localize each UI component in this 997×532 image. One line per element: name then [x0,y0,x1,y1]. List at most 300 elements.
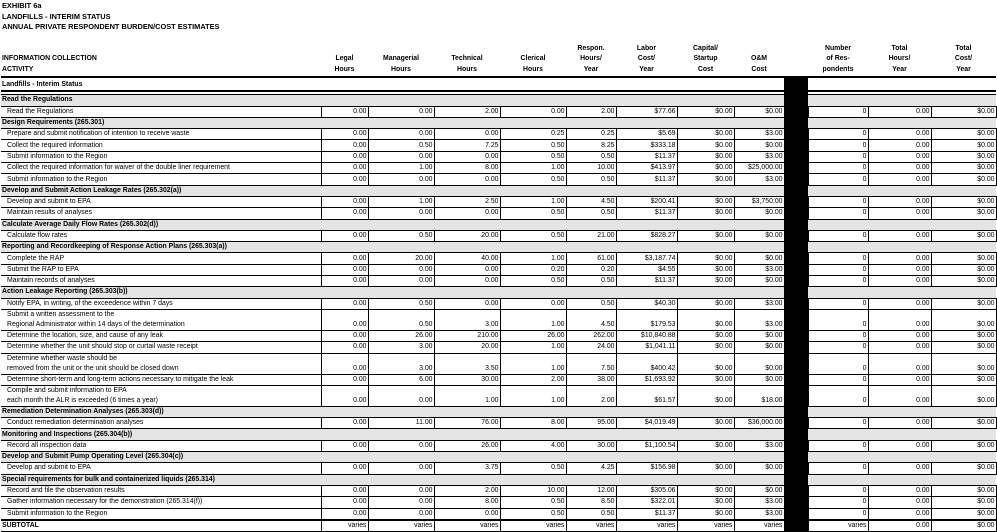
table-row [1,418,996,429]
cell-total-cost: $0.00 [931,330,996,341]
cell-om: $3.00 [734,508,784,520]
cell-total-cost: $0.00 [931,440,996,451]
cell-technical: 3.75 [434,463,500,474]
cell-respon: 21.00 [566,230,616,241]
cell-respondents: 0 [808,163,868,174]
section-header-row [1,429,996,440]
section-title: Calculate Average Daily Flow Rates (265.302(d)) [1,219,321,230]
report-title: ANNUAL PRIVATE RESPONDENT BURDEN/COST ESTIMATES [2,22,220,31]
activity-label-line: Submit information to the Region [7,175,108,183]
cell-technical: 2.50 [434,196,500,207]
cell-total-cost: $0.00 [931,298,996,309]
cell-total-hours: 0.00 [868,129,931,140]
cell-managerial: 0.00 [368,276,434,287]
cell-respondents: 0 [808,196,868,207]
black-separator-cell [784,208,808,219]
cell-capital: $0.00 [677,353,734,374]
black-separator-cell [784,508,808,520]
cell-respon: 0.50 [566,298,616,309]
cell-legal: 0.00 [321,196,368,207]
cell-total-cost: $0.00 [931,374,996,385]
cell-capital: $0.00 [677,174,734,185]
cell-total-cost: $0.00 [931,520,996,532]
section-title: Remediation Determination Analyses (265.303(d)) [1,406,321,417]
cell-labor: $305.06 [616,485,677,496]
cell-respondents: 0 [808,276,868,287]
table-row [1,253,996,264]
activity-label-line: Maintain records of analyses [7,277,95,285]
cell-managerial: 0.50 [368,230,434,241]
cell-om: $3.00 [734,151,784,162]
cell-managerial: 0.50 [368,140,434,151]
cell-managerial: 0.00 [368,440,434,451]
exhibit-label: EXHIBIT 6a [2,1,42,10]
section-header-row [1,185,996,196]
cell-clerical: 0.00 [500,106,566,117]
cell-total-cost: $0.00 [931,276,996,287]
col-header-line: Cost/ [637,55,656,63]
cell-clerical: 0.50 [500,140,566,151]
cell-om: $18.00 [734,385,784,406]
table-row [1,129,996,140]
cell-respondents: 0 [808,508,868,520]
cell-labor: $4.55 [616,264,677,275]
cell-clerical: 1.00 [500,342,566,353]
landfill-row [1,80,996,91]
activity-label [1,196,321,207]
activity-label [1,106,321,117]
activity-label-line: Develop and submit to EPA [7,464,91,472]
cell-respondents: 0 [808,342,868,353]
cell-respondents: 0 [808,440,868,451]
cell-managerial: 20.00 [368,253,434,264]
cell-total-cost: $0.00 [931,208,996,219]
cell-managerial: 0.00 [368,485,434,496]
cell-om: $0.00 [734,230,784,241]
cell-om: $0.00 [734,342,784,353]
cell-legal: 0.00 [321,129,368,140]
table-row [1,330,996,341]
cell-managerial: 0.50 [368,298,434,309]
cell-technical: 0.00 [434,298,500,309]
cell-labor: $1,693.92 [616,374,677,385]
cell-total-cost: $0.00 [931,353,996,374]
col-header-line: Hours [523,65,543,73]
cell-total-cost: $0.00 [931,129,996,140]
cell-labor: $400.42 [616,353,677,374]
activity-label-line: Determine the location, size, and cause of any leak [7,332,163,340]
cell-capital: $0.00 [677,140,734,151]
cell-clerical: 0.50 [500,497,566,508]
activity-label-line: Record all inspection data [7,441,87,449]
cell-clerical: 26.00 [500,330,566,341]
cell-legal: 0.00 [321,208,368,219]
cell-labor: $333.18 [616,140,677,151]
cell-om: $0.00 [734,374,784,385]
black-separator-cell [784,485,808,496]
cell-technical: 20.00 [434,342,500,353]
cell-capital: $0.00 [677,264,734,275]
activity-label [1,497,321,508]
cell-technical: 0.00 [434,508,500,520]
black-separator-cell [784,342,808,353]
cell-clerical: varies [500,520,566,532]
cell-technical: 0.00 [434,151,500,162]
cell-total-hours: 0.00 [868,485,931,496]
table-row [1,151,996,162]
cell-respon: 10.00 [566,163,616,174]
cell-respon: 30.00 [566,440,616,451]
cell-capital: $0.00 [677,151,734,162]
black-separator-cell [784,353,808,374]
col-header-line: Cost [751,65,767,73]
cell-respon: 0.50 [566,276,616,287]
cell-total-hours: 0.00 [868,230,931,241]
col-header-line: Hours/ [888,55,911,63]
cell-capital: $0.00 [677,253,734,264]
cell-technical: 2.00 [434,106,500,117]
activity-label-line: Submit a written assessment to the [7,310,115,318]
cell-respon: 7.50 [566,353,616,374]
cell-legal: 0.00 [321,385,368,406]
cell-total-cost: $0.00 [931,163,996,174]
cell-legal: 0.00 [321,330,368,341]
cell-om: $0.00 [734,276,784,287]
cell-total-hours: 0.00 [868,520,931,532]
activity-label-line: removed from the unit or the unit should be closed down [7,364,179,372]
cell-capital: $0.00 [677,508,734,520]
cell-total-hours: 0.00 [868,174,931,185]
col-header-line: of Res- [826,55,850,63]
black-separator-cell [784,330,808,341]
burden-cost-table [1,43,997,532]
cell-respondents: 0 [808,151,868,162]
cell-labor: $11.37 [616,151,677,162]
cell-respon: 0.50 [566,151,616,162]
col-header-managerial [368,43,434,77]
cell-legal: 0.00 [321,276,368,287]
black-separator-cell [784,374,808,385]
black-separator-cell [784,163,808,174]
col-header-total-cost [931,43,996,77]
col-header-respondents [808,43,868,77]
cell-labor: $77.66 [616,106,677,117]
cell-respondents: 0 [808,497,868,508]
cell-capital: $0.00 [677,440,734,451]
cell-respondents: 0 [808,253,868,264]
col-header-line: Startup [693,55,718,63]
cell-total-cost: $0.00 [931,385,996,406]
cell-technical: 40.00 [434,253,500,264]
black-separator-cell [784,309,808,330]
col-header-activity [1,43,321,77]
cell-om: $0.00 [734,330,784,341]
cell-respon: 262.00 [566,330,616,341]
black-separator-cell [784,264,808,275]
cell-technical: 0.00 [434,174,500,185]
cell-legal: 0.00 [321,298,368,309]
cell-managerial: 11.00 [368,418,434,429]
cell-respon: 95.00 [566,418,616,429]
cell-capital: $0.00 [677,418,734,429]
cell-total-hours: 0.00 [868,353,931,374]
cell-legal: 0.00 [321,230,368,241]
black-separator-cell [784,196,808,207]
col-header-technical [434,43,500,77]
cell-total-cost: $0.00 [931,309,996,330]
cell-capital: $0.00 [677,485,734,496]
cell-clerical: 0.20 [500,264,566,275]
col-header-line: Year [639,65,654,73]
col-header-total-hours [868,43,931,77]
cell-technical: 0.00 [434,276,500,287]
cell-technical: 0.00 [434,264,500,275]
activity-label-line: Determine short-term and long-term actions necessary to mitigate the leak [7,375,234,383]
cell-om: varies [734,520,784,532]
table-row [1,508,996,520]
cell-clerical: 8.00 [500,418,566,429]
cell-respon: 0.50 [566,174,616,185]
col-header-line: Year [892,65,907,73]
activity-label [1,230,321,241]
col-header-line: Hours [391,65,411,73]
cell-respondents: varies [808,520,868,532]
cell-respondents: 0 [808,208,868,219]
cell-clerical: 0.50 [500,151,566,162]
cell-respondents: 0 [808,309,868,330]
black-separator-cell [784,230,808,241]
col-header-line: Managerial [383,55,419,63]
cell-capital: $0.00 [677,163,734,174]
cell-labor: $156.98 [616,463,677,474]
activity-label-line: Submit information to the Region [7,152,108,160]
col-header-line: Hours [334,65,355,73]
table-row [1,374,996,385]
activity-label-line: Determine whether the unit should stop or curtail waste receipt [7,343,198,351]
activity-label-line: Complete the RAP [7,254,65,262]
cell-labor: $1,100.54 [616,440,677,451]
section-title: Develop and Submit Pump Operating Level (265.304(c)) [1,452,321,463]
cell-respondents: 0 [808,230,868,241]
cell-clerical: 1.00 [500,353,566,374]
table-row [1,385,996,406]
cell-technical: 2.00 [434,485,500,496]
cell-clerical: 0.00 [500,298,566,309]
cell-total-cost: $0.00 [931,485,996,496]
cell-capital: $0.00 [677,106,734,117]
cell-om: $0.00 [734,485,784,496]
cell-clerical: 0.50 [500,463,566,474]
cell-capital: $0.00 [677,196,734,207]
cell-clerical: 1.00 [500,196,566,207]
section-title: Read the Regulations [1,95,321,106]
cell-clerical: 1.00 [500,309,566,330]
activity-label-line: Submit information to the Region [7,509,108,517]
cell-respondents: 0 [808,298,868,309]
cell-capital: $0.00 [677,230,734,241]
activity-label [1,298,321,309]
col-header-line: Number [824,45,852,53]
activity-label-line: Prepare and submit notification of intention to receive waste [7,130,190,138]
table-row [1,230,996,241]
col-header-line: Hours/ [580,55,602,63]
cell-total-cost: $0.00 [931,230,996,241]
black-separator-cell [784,298,808,309]
cell-technical: 1.00 [434,385,500,406]
col-header-labor [616,43,677,77]
activity-label-line: Submit the RAP to EPA [7,265,79,273]
activity-label [1,174,321,185]
cell-total-hours: 0.00 [868,140,931,151]
cell-capital: $0.00 [677,309,734,330]
section-header-row [1,95,996,106]
cell-respon: 2.00 [566,385,616,406]
cell-total-cost: $0.00 [931,463,996,474]
cell-total-hours: 0.00 [868,440,931,451]
cell-total-cost: $0.00 [931,151,996,162]
activity-label [1,508,321,520]
col-header-om [734,43,784,77]
cell-clerical: 1.00 [500,385,566,406]
col-header-line: Year [583,65,599,73]
section-title: Develop and Submit Action Leakage Rates (265.302(a)) [1,185,321,196]
cell-total-hours: 0.00 [868,342,931,353]
cell-respondents: 0 [808,463,868,474]
cell-legal: 0.00 [321,151,368,162]
table-row [1,140,996,151]
activity-label-line: Develop and submit to EPA [7,198,91,206]
cell-clerical: 0.50 [500,276,566,287]
section-title: Action Leakage Reporting (265.303(b)) [1,287,321,298]
table-row [1,485,996,496]
cell-labor: $61.57 [616,385,677,406]
cell-respon: 12.00 [566,485,616,496]
cell-respondents: 0 [808,174,868,185]
cell-respondents: 0 [808,374,868,385]
col-header-line: Total [891,45,908,53]
cell-labor: $828.27 [616,230,677,241]
black-separator-cell [784,174,808,185]
activity-label [1,330,321,341]
activity-label: SUBTOTAL [1,520,321,532]
black-separator-cell [784,253,808,264]
cell-total-hours: 0.00 [868,374,931,385]
cell-respon: 4.50 [566,309,616,330]
activity-label [1,440,321,451]
cell-technical: 3.00 [434,309,500,330]
cell-managerial: 1.00 [368,196,434,207]
cell-respon: varies [566,520,616,532]
cell-total-hours: 0.00 [868,418,931,429]
cell-technical: 20.00 [434,230,500,241]
cell-respon: 8.25 [566,140,616,151]
cell-capital: $0.00 [677,342,734,353]
cell-managerial: 0.00 [368,463,434,474]
cell-capital: $0.00 [677,330,734,341]
cell-managerial: 0.00 [368,129,434,140]
section-header-row [1,474,996,485]
cell-om: $0.00 [734,140,784,151]
cell-respondents: 0 [808,418,868,429]
cell-om: $3.00 [734,309,784,330]
activity-label-line: Record and file the observation results [7,487,125,495]
cell-total-hours: 0.00 [868,196,931,207]
cell-technical: 0.00 [434,208,500,219]
cell-respondents: 0 [808,264,868,275]
cell-labor: $11.37 [616,276,677,287]
cell-om: $0.00 [734,463,784,474]
cell-managerial: 0.00 [368,264,434,275]
cell-om: $0.00 [734,253,784,264]
cell-total-hours: 0.00 [868,276,931,287]
cell-technical: 26.00 [434,440,500,451]
cell-legal: 0.00 [321,508,368,520]
activity-label-line: Collect the required information for waiver of the double liner requirement [7,164,230,172]
cell-capital: $0.00 [677,298,734,309]
cell-capital: $0.00 [677,208,734,219]
activity-label-line: Read the Regulations [7,107,74,115]
cell-total-hours: 0.00 [868,330,931,341]
cell-legal: 0.00 [321,309,368,330]
cell-om: $3.00 [734,298,784,309]
col-header-line: O&M [750,55,768,63]
table-row [1,174,996,185]
activity-label [1,140,321,151]
cell-total-cost: $0.00 [931,196,996,207]
cell-total-cost: $0.00 [931,264,996,275]
cell-total-cost: $0.00 [931,418,996,429]
table-row [1,342,996,353]
cell-legal: 0.00 [321,497,368,508]
cell-technical: varies [434,520,500,532]
col-header-line: Labor [636,45,657,53]
activity-label-line: Maintain results of analyses [7,209,93,217]
cell-total-hours: 0.00 [868,385,931,406]
cell-capital: $0.00 [677,374,734,385]
cell-legal: 0.00 [321,353,368,374]
cell-labor: $4,019.49 [616,418,677,429]
cell-respon: 61.00 [566,253,616,264]
cell-respon: 0.25 [566,129,616,140]
cell-labor: $179.53 [616,309,677,330]
table-row [1,309,996,330]
cell-total-hours: 0.00 [868,298,931,309]
cell-total-hours: 0.00 [868,309,931,330]
cell-managerial: 6.00 [368,374,434,385]
activity-label [1,309,321,330]
col-header-line: Technical [451,55,483,63]
cell-labor: $11.37 [616,508,677,520]
cell-managerial: varies [368,520,434,532]
cell-legal: 0.00 [321,374,368,385]
black-separator-cell [784,276,808,287]
cell-legal: 0.00 [321,253,368,264]
activity-label-line: Compile and submit information to EPA [7,386,127,394]
col-header-clerical [500,43,566,77]
cell-clerical: 2.00 [500,374,566,385]
black-separator-cell [784,440,808,451]
activity-label [1,385,321,406]
activity-label-line: Regional Administrator within 14 days of the determination [7,320,185,328]
cell-clerical: 0.25 [500,129,566,140]
col-header-line: Cost/ [954,55,973,63]
col-header-line: Respon. [577,45,605,53]
col-header-respon [566,43,616,77]
black-separator-cell [784,151,808,162]
cell-clerical: 0.50 [500,508,566,520]
section-header-row [1,452,996,463]
activity-label [1,463,321,474]
